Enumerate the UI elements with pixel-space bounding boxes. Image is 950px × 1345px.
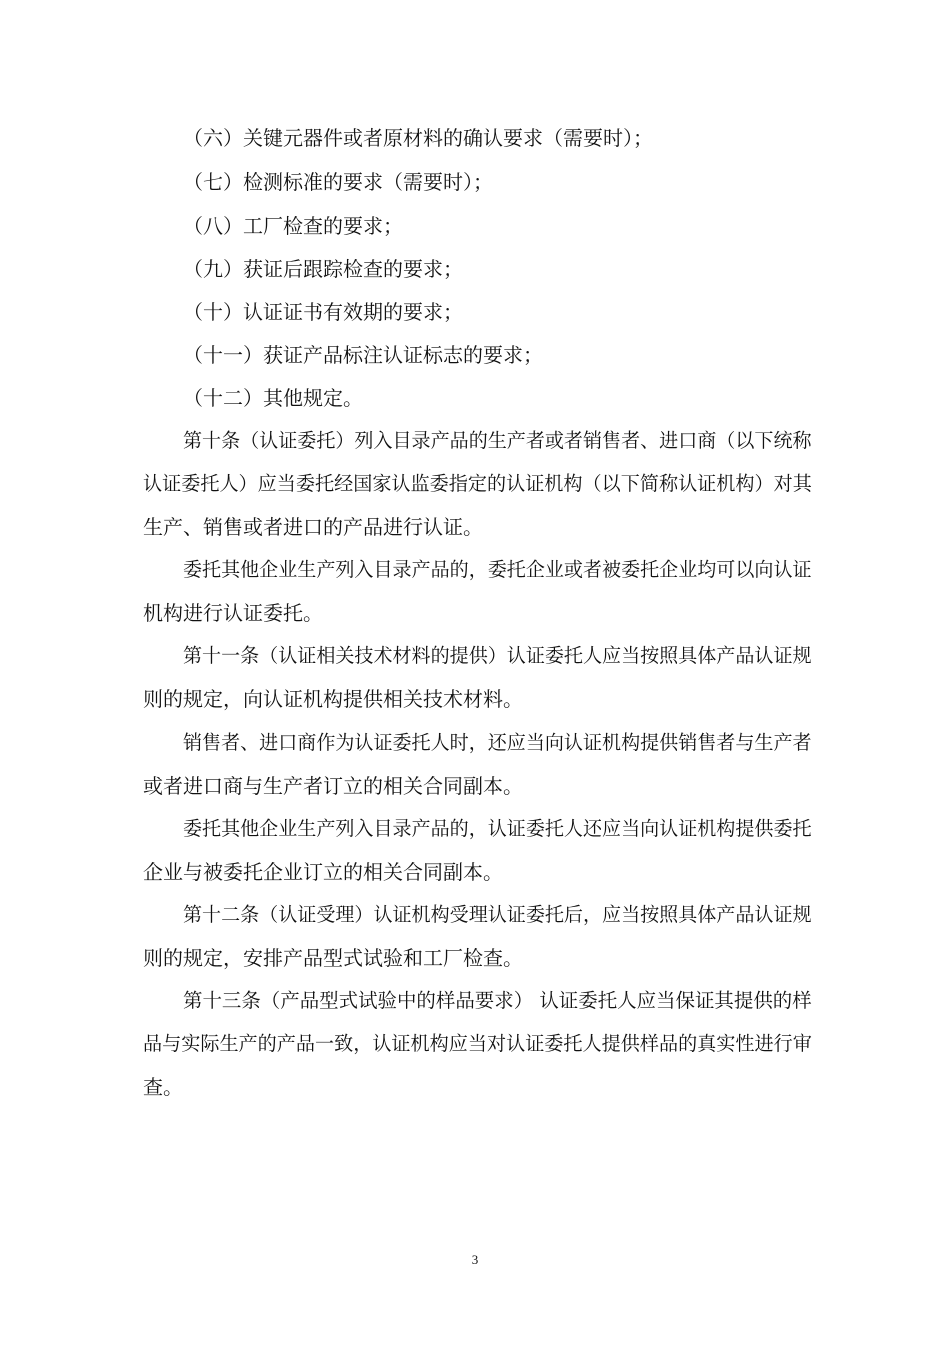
list-item-12: （十二）其他规定。 xyxy=(183,386,363,410)
paragraph-line: 或者进口商与生产者订立的相关合同副本。 xyxy=(143,774,523,798)
paragraph-line: 机构进行认证委托。 xyxy=(143,601,323,625)
article-12-line-1: 第十二条（认证受理）认证机构受理认证委托后，应当按照具体产品认证规 xyxy=(183,904,812,926)
paragraph-line: 委托其他企业生产列入目录产品的，认证委托人还应当向认证机构提供委托 xyxy=(183,818,812,840)
list-item-9: （九）获证后跟踪检查的要求； xyxy=(183,257,463,281)
article-13-line-1: 第十三条（产品型式试验中的样品要求） 认证委托人应当保证其提供的样 xyxy=(183,989,812,1012)
paragraph-line: 委托其他企业生产列入目录产品的，委托企业或者被委托企业均可以向认证 xyxy=(183,559,812,581)
list-item-8: （八）工厂检查的要求； xyxy=(183,214,403,238)
article-11-line-1: 第十一条（认证相关技术材料的提供）认证委托人应当按照具体产品认证规 xyxy=(183,645,812,667)
article-13-line-3: 查。 xyxy=(143,1075,183,1099)
article-12-line-2: 则的规定，安排产品型式试验和工厂检查。 xyxy=(143,946,523,970)
list-item-11: （十一）获证产品标注认证标志的要求； xyxy=(183,343,543,367)
page-number: 3 xyxy=(471,1252,479,1267)
article-11-line-2: 则的规定，向认证机构提供相关技术材料。 xyxy=(143,687,523,711)
paragraph-line: 销售者、进口商作为认证委托人时，还应当向认证机构提供销售者与生产者 xyxy=(183,732,812,754)
list-item-10: （十）认证证书有效期的要求； xyxy=(183,300,463,324)
list-item-7: （七）检测标准的要求（需要时）； xyxy=(183,170,493,194)
article-10-line-2: 认证委托人）应当委托经国家认监委指定的认证机构（以下简称认证机构）对其 xyxy=(143,472,812,495)
article-10-line-1: 第十条（认证委托）列入目录产品的生产者或者销售者、进口商（以下统称 xyxy=(183,430,812,452)
article-13-line-2: 品与实际生产的产品一致，认证机构应当对认证委托人提供样品的真实性进行审 xyxy=(143,1032,812,1055)
paragraph-line: 企业与被委托企业订立的相关合同副本。 xyxy=(143,860,503,884)
article-10-line-3: 生产、销售或者进口的产品进行认证。 xyxy=(143,515,483,539)
list-item-6: （六）关键元器件或者原材料的确认要求（需要时）； xyxy=(183,126,653,150)
